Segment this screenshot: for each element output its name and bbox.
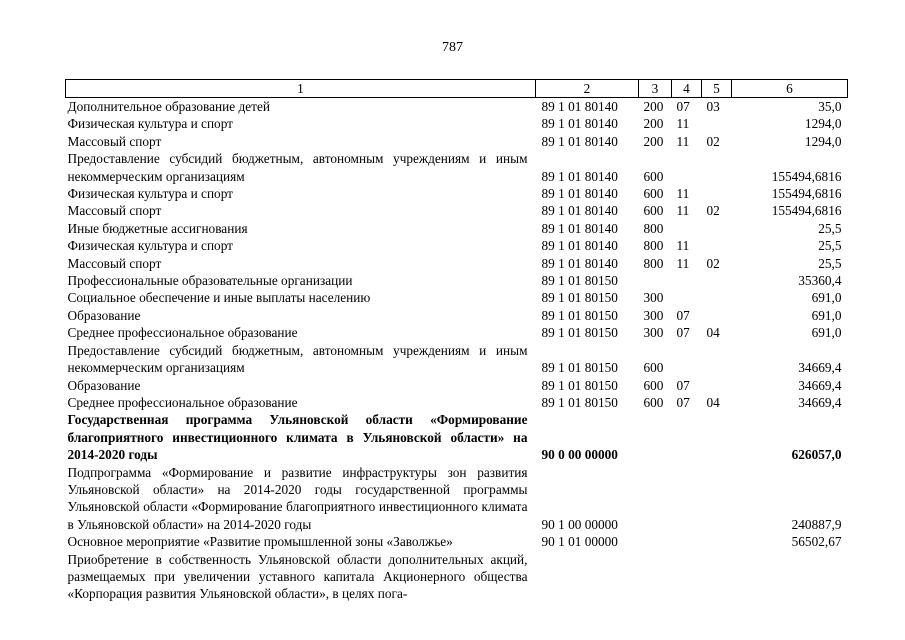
row-expense-type: 800 [643,238,664,254]
row-expense-type: 300 [643,290,664,306]
row-section [672,272,702,289]
row-target-code: 89 1 01 80140 [541,203,618,219]
row-target-code: 89 1 01 80150 [541,377,618,393]
row-amount: 34669,4 [798,394,842,410]
row-amount: 1294,0 [804,133,842,149]
row-amount [732,551,848,603]
row-expense-type: 200 [643,99,664,114]
row-amount: 691,0 [811,307,842,323]
row-name: Среднее профессиональное образование [67,394,298,410]
row-name: Профессиональные образовательные организации [67,273,353,289]
row-subsection [702,150,732,185]
row-name: Массовый спорт [67,133,162,149]
row-name: Социальное обеспечение и иные выплаты населению [67,290,371,306]
row-target-code: 89 1 01 80140 [541,99,618,114]
table-row [66,324,848,341]
row-expense-type: 800 [643,220,664,236]
row-subsection: 03 [706,99,720,114]
table-row [66,98,848,116]
row-name: Дополнительное образование детей [67,99,270,114]
row-target-code: 89 1 01 80150 [541,360,618,376]
row-name: Подпрограмма «Формирование и развитие инфраструктуры зон развития Ульяновской области» на 2014-2020 годы государственной программы Ульяновской области «Формирование благоприятного инвестиционного климата в Ульяновской области» на 2014-2020 годы [67,464,528,532]
row-amount: 155494,6816 [771,168,842,184]
row-name: Образование [67,307,141,323]
table-row [66,237,848,254]
row-expense-type: 600 [643,377,664,393]
row-section: 07 [676,377,690,393]
row-expense-type: 600 [643,186,664,202]
row-expense-type: 200 [643,116,664,132]
row-target-code: 89 1 01 80140 [541,255,618,271]
row-section: 11 [676,238,690,254]
row-subsection [702,272,732,289]
row-amount: 626057,0 [791,447,842,463]
table-row [66,202,848,219]
row-target-code: 90 0 00 00000 [541,447,618,463]
row-section [672,464,702,534]
row-section: 07 [676,99,690,114]
table-row [66,533,848,550]
row-name: Приобретение в собственность Ульяновской области дополнительных акций, размещаемых при увеличении уставного капитала Акционерного общества «Корпорация развития Ульяновской области», в целях пога- [67,551,528,602]
row-subsection: 02 [706,203,720,219]
row-subsection [702,551,732,603]
row-subsection [702,289,732,306]
row-section: 11 [676,186,690,202]
row-amount: 34669,4 [798,377,842,393]
row-section [672,342,702,377]
row-amount: 25,5 [818,220,842,236]
row-expense-type: 300 [643,307,664,323]
row-subsection: 04 [706,325,720,341]
row-section [672,150,702,185]
row-subsection [702,237,732,254]
row-target-code: 90 1 00 00000 [541,516,618,532]
row-expense-type [639,551,672,603]
row-target-code: 89 1 01 80150 [541,325,618,341]
table-row [66,377,848,394]
row-expense-type: 600 [643,203,664,219]
table-body [66,98,848,603]
row-name: Массовый спорт [67,203,162,219]
row-section [672,289,702,306]
row-target-code: 89 1 01 80150 [541,307,618,323]
row-section: 11 [676,133,690,149]
row-expense-type [639,411,672,463]
row-target-code: 89 1 01 80140 [541,116,618,132]
row-subsection [702,115,732,132]
row-amount: 35360,4 [798,273,842,289]
table-row [66,133,848,150]
row-amount: 34669,4 [798,360,842,376]
row-target-code: 89 1 01 80140 [541,133,618,149]
row-section [672,411,702,463]
row-amount: 35,0 [818,99,842,114]
row-amount: 691,0 [811,290,842,306]
header-col-6: 6 [732,80,848,98]
row-subsection: 04 [706,394,720,410]
header-col-1: 1 [66,80,536,98]
row-name: Образование [67,377,141,393]
row-name: Массовый спорт [67,255,162,271]
row-target-code: 89 1 01 80150 [541,273,618,289]
row-expense-type: 800 [643,255,664,271]
table-row [66,307,848,324]
row-expense-type: 600 [643,168,664,184]
row-section: 07 [676,394,690,410]
row-name: Среднее профессиональное образование [67,325,298,341]
row-subsection [702,342,732,377]
row-name: Иные бюджетные ассигнования [67,220,248,236]
table-row [66,255,848,272]
row-name: Основное мероприятие «Развитие промышленной зоны «Заволжье» [67,534,453,550]
row-amount: 240887,9 [791,516,842,532]
row-section: 07 [676,325,690,341]
row-target-code: 89 1 01 80150 [541,290,618,306]
row-section: 11 [676,255,690,271]
header-row [66,80,848,98]
row-section: 07 [676,307,690,323]
row-name: Предоставление субсидий бюджетным, автономным учреждениям и иным некоммерческим организациям [67,151,528,184]
row-target-code: 89 1 01 80140 [541,220,618,236]
row-amount: 691,0 [811,325,842,341]
header-col-5: 5 [702,80,732,98]
row-section: 11 [676,203,690,219]
row-subsection: 02 [706,133,720,149]
table-row [66,185,848,202]
row-name: Физическая культура и спорт [67,238,233,254]
row-section: 11 [676,116,690,132]
table-row [66,342,848,377]
row-amount: 1294,0 [804,116,842,132]
row-subsection [702,533,732,550]
row-subsection [702,185,732,202]
row-target-code: 90 1 01 00000 [541,534,618,550]
row-amount: 25,5 [818,238,842,254]
row-name: Государственная программа Ульяновской области «Формирование благоприятного инвестиционного климата в Ульяновской области» на 2014-2020 годы [67,412,528,463]
row-target-code: 89 1 01 80140 [541,168,618,184]
table-row [66,220,848,237]
row-name: Физическая культура и спорт [67,186,233,202]
row-expense-type: 300 [643,325,664,341]
row-name: Физическая культура и спорт [67,116,233,132]
row-section [672,533,702,550]
row-target-code: 89 1 01 80140 [541,238,618,254]
row-expense-type [639,533,672,550]
header-col-4: 4 [672,80,702,98]
row-subsection [702,411,732,463]
row-section [672,220,702,237]
table-row [66,464,848,534]
table-row [66,272,848,289]
table-row [66,289,848,306]
row-subsection [702,307,732,324]
row-target-code: 89 1 01 80150 [541,394,618,410]
row-section [672,551,702,603]
row-subsection [702,377,732,394]
row-expense-type [639,272,672,289]
row-subsection [702,464,732,534]
table-row [66,411,848,463]
row-expense-type: 600 [643,360,664,376]
table-row [66,394,848,411]
row-name: Предоставление субсидий бюджетным, автономным учреждениям и иным некоммерческим организациям [67,342,528,376]
row-subsection: 02 [706,255,720,271]
row-target-code: 89 1 01 80140 [541,186,618,202]
table-row [66,551,848,603]
table-row [66,115,848,132]
budget-table [65,79,848,603]
table-header [66,80,848,98]
row-target-code [536,551,639,603]
row-expense-type: 200 [643,133,664,149]
page-number: 787 [442,40,463,55]
table-row [66,150,848,185]
row-expense-type [639,464,672,534]
row-subsection [702,220,732,237]
row-expense-type: 600 [643,394,664,410]
row-amount: 56502,67 [791,534,842,550]
row-amount: 155494,6816 [771,186,842,202]
row-amount: 25,5 [818,255,842,271]
header-col-2: 2 [536,80,639,98]
row-amount: 155494,6816 [771,203,842,219]
header-col-3: 3 [639,80,672,98]
